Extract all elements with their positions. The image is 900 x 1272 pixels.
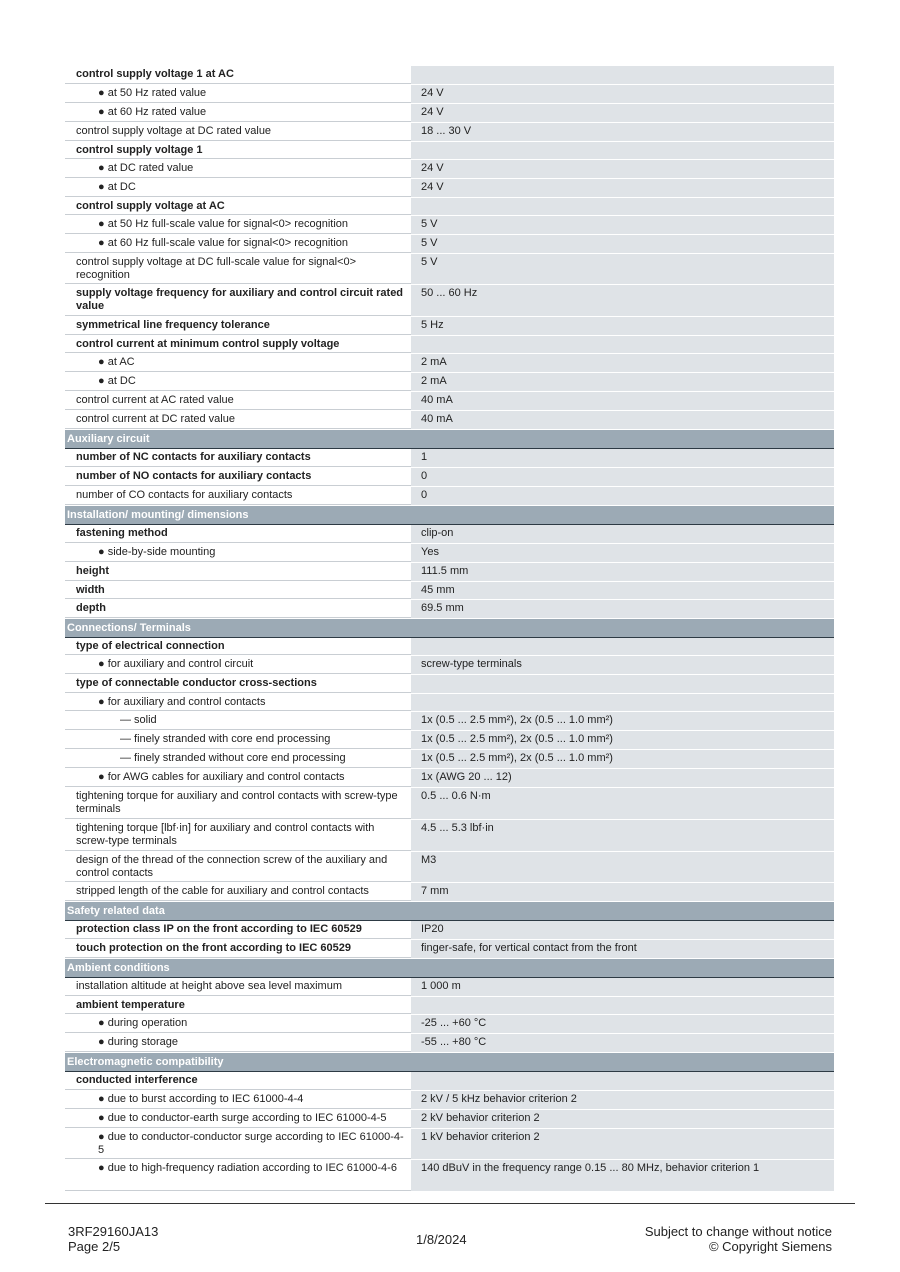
spec-label: depth [65,600,411,618]
spec-label: ● at 60 Hz rated value [65,104,411,122]
spec-label: type of electrical connection [65,638,411,655]
spec-value: screw-type terminals [411,656,834,674]
spec-label: ● due to conductor-earth surge according to IEC 61000-4-5 [65,1110,411,1128]
spec-row [65,820,834,852]
spec-value: 1x (0.5 ... 2.5 mm²), 2x (0.5 ... 1.0 mm²) [411,712,834,730]
spec-label: tightening torque [lbf·in] for auxiliary and control contacts with screw-type terminals [65,820,411,851]
spec-label: installation altitude at height above sea level maximum [65,978,411,996]
section-header: Electromagnetic compatibility [65,1053,834,1072]
section-header: Auxiliary circuit [65,430,834,449]
spec-label: ● for auxiliary and control circuit [65,656,411,674]
spec-label: ● at 50 Hz full-scale value for signal<0> recognition [65,216,411,234]
spec-label: ● due to high-frequency radiation according to IEC 61000-4-6 [65,1160,411,1191]
spec-value: 40 mA [411,411,834,429]
spec-label: control current at DC rated value [65,411,411,429]
spec-value [411,675,834,693]
section-header: Installation/ mounting/ dimensions [65,506,834,525]
spec-value: 0.5 ... 0.6 N·m [411,788,834,819]
spec-value: 50 ... 60 Hz [411,285,834,316]
spec-row [65,675,834,694]
spec-row [65,1110,834,1129]
spec-label: ● at 50 Hz rated value [65,85,411,103]
spec-label: conducted interference [65,1072,411,1090]
spec-row [65,1072,834,1091]
spec-label: touch protection on the front according to IEC 60529 [65,940,411,958]
spec-value: Yes [411,544,834,562]
spec-label: control supply voltage at AC [65,198,411,215]
spec-table [65,66,834,1192]
spec-label: ● at DC [65,179,411,197]
spec-label: height [65,563,411,581]
spec-value: 4.5 ... 5.3 lbf·in [411,820,834,851]
spec-label: control supply voltage 1 at AC [65,66,411,84]
spec-label: tightening torque for auxiliary and control contacts with screw-type terminals [65,788,411,819]
spec-value: -55 ... +80 °C [411,1034,834,1052]
spec-row [65,1091,834,1110]
spec-value [411,198,834,215]
spec-value: 1 [411,449,834,467]
spec-row [65,750,834,769]
spec-value: 24 V [411,179,834,197]
spec-row [65,883,834,902]
spec-label: control current at AC rated value [65,392,411,410]
section-header: Connections/ Terminals [65,619,834,638]
spec-row [65,85,834,104]
spec-row [65,852,834,883]
spec-value [411,66,834,84]
spec-row [65,354,834,373]
spec-row [65,468,834,487]
spec-row [65,544,834,563]
spec-row [65,1015,834,1034]
spec-label: — finely stranded without core end processing [65,750,411,768]
section-header: Safety related data [65,902,834,921]
spec-row [65,317,834,336]
spec-value: 111.5 mm [411,563,834,581]
spec-value: 5 Hz [411,317,834,335]
spec-value [411,694,834,711]
spec-label: ● at AC [65,354,411,372]
spec-label: control supply voltage at DC full-scale value for signal<0> recognition [65,254,411,284]
spec-row [65,731,834,750]
spec-label: protection class IP on the front according to IEC 60529 [65,921,411,939]
spec-value: 5 V [411,254,834,284]
footer-divider [45,1203,855,1204]
spec-value: 1 kV behavior criterion 2 [411,1129,834,1159]
spec-value: 140 dBuV in the frequency range 0.15 ... 80 MHz, behavior criterion 1 [411,1160,834,1191]
spec-value: 0 [411,468,834,486]
spec-label: ambient temperature [65,997,411,1014]
spec-value [411,997,834,1014]
spec-row [65,198,834,216]
spec-row [65,179,834,198]
spec-value [411,1072,834,1090]
spec-row [65,216,834,235]
spec-row [65,1034,834,1053]
spec-value: 7 mm [411,883,834,901]
spec-label: stripped length of the cable for auxiliary and control contacts [65,883,411,901]
spec-row [65,694,834,712]
spec-row [65,1129,834,1160]
spec-row [65,769,834,788]
spec-value: 24 V [411,104,834,122]
spec-value: -25 ... +60 °C [411,1015,834,1033]
spec-row [65,940,834,959]
spec-row [65,142,834,160]
spec-row [65,978,834,997]
spec-value: 2 kV / 5 kHz behavior criterion 2 [411,1091,834,1109]
spec-label: — solid [65,712,411,730]
spec-label: — finely stranded with core end processing [65,731,411,749]
spec-value: 24 V [411,85,834,103]
spec-row [65,600,834,619]
spec-label: number of NC contacts for auxiliary contacts [65,449,411,467]
spec-value: M3 [411,852,834,882]
spec-label: ● side-by-side mounting [65,544,411,562]
spec-value: 18 ... 30 V [411,123,834,141]
spec-row [65,1160,834,1192]
spec-value: 24 V [411,160,834,178]
spec-label: number of CO contacts for auxiliary contacts [65,487,411,505]
spec-value: 1x (0.5 ... 2.5 mm²), 2x (0.5 ... 1.0 mm²) [411,731,834,749]
spec-row [65,921,834,940]
spec-value: 2 kV behavior criterion 2 [411,1110,834,1128]
spec-value: 45 mm [411,582,834,599]
spec-row [65,638,834,656]
spec-row [65,392,834,411]
spec-row [65,373,834,392]
spec-value: 0 [411,487,834,505]
spec-row [65,104,834,123]
document-date: 1/8/2024 [416,1232,467,1247]
spec-value: 2 mA [411,373,834,391]
spec-value [411,638,834,655]
article-number: 3RF29160JA13 [68,1224,159,1239]
spec-label: number of NO contacts for auxiliary contacts [65,468,411,486]
copyright: © Copyright Siemens [708,1239,832,1254]
spec-label: control supply voltage 1 [65,142,411,159]
spec-value [411,336,834,353]
spec-row [65,336,834,354]
spec-value: 69.5 mm [411,600,834,618]
spec-label: supply voltage frequency for auxiliary and control circuit rated value [65,285,411,316]
spec-label: symmetrical line frequency tolerance [65,317,411,335]
spec-row [65,487,834,506]
spec-label: width [65,582,411,599]
spec-row [65,123,834,142]
spec-row [65,712,834,731]
spec-label: ● for AWG cables for auxiliary and control contacts [65,769,411,787]
spec-row [65,563,834,582]
spec-label: control supply voltage at DC rated value [65,123,411,141]
spec-row [65,788,834,820]
spec-label: design of the thread of the connection screw of the auxiliary and control contacts [65,852,411,882]
spec-row [65,285,834,317]
spec-row [65,449,834,468]
spec-row [65,582,834,600]
spec-label: type of connectable conductor cross-sections [65,675,411,693]
spec-label: control current at minimum control supply voltage [65,336,411,353]
spec-value: finger-safe, for vertical contact from the front [411,940,834,958]
spec-value: 5 V [411,235,834,253]
spec-label: fastening method [65,525,411,543]
spec-value: 5 V [411,216,834,234]
spec-row [65,525,834,544]
spec-label: ● during operation [65,1015,411,1033]
spec-value: 40 mA [411,392,834,410]
spec-row [65,411,834,430]
spec-value: clip-on [411,525,834,543]
spec-label: ● at DC [65,373,411,391]
spec-label: ● due to conductor-conductor surge according to IEC 61000-4-5 [65,1129,411,1159]
spec-label: ● at DC rated value [65,160,411,178]
spec-value: 1 000 m [411,978,834,996]
spec-row [65,997,834,1015]
spec-label: ● for auxiliary and control contacts [65,694,411,711]
spec-label: ● during storage [65,1034,411,1052]
page-number: Page 2/5 [68,1239,121,1254]
spec-label: ● at 60 Hz full-scale value for signal<0> recognition [65,235,411,253]
spec-value: IP20 [411,921,834,939]
spec-row [65,254,834,285]
spec-value [411,142,834,159]
spec-row [65,235,834,254]
spec-value: 2 mA [411,354,834,372]
spec-label: ● due to burst according to IEC 61000-4-4 [65,1091,411,1109]
spec-value: 1x (0.5 ... 2.5 mm²), 2x (0.5 ... 1.0 mm²) [411,750,834,768]
change-notice: Subject to change without notice [644,1224,832,1239]
spec-row [65,656,834,675]
spec-row [65,160,834,179]
spec-value: 1x (AWG 20 ... 12) [411,769,834,787]
spec-row [65,66,834,85]
section-header: Ambient conditions [65,959,834,978]
